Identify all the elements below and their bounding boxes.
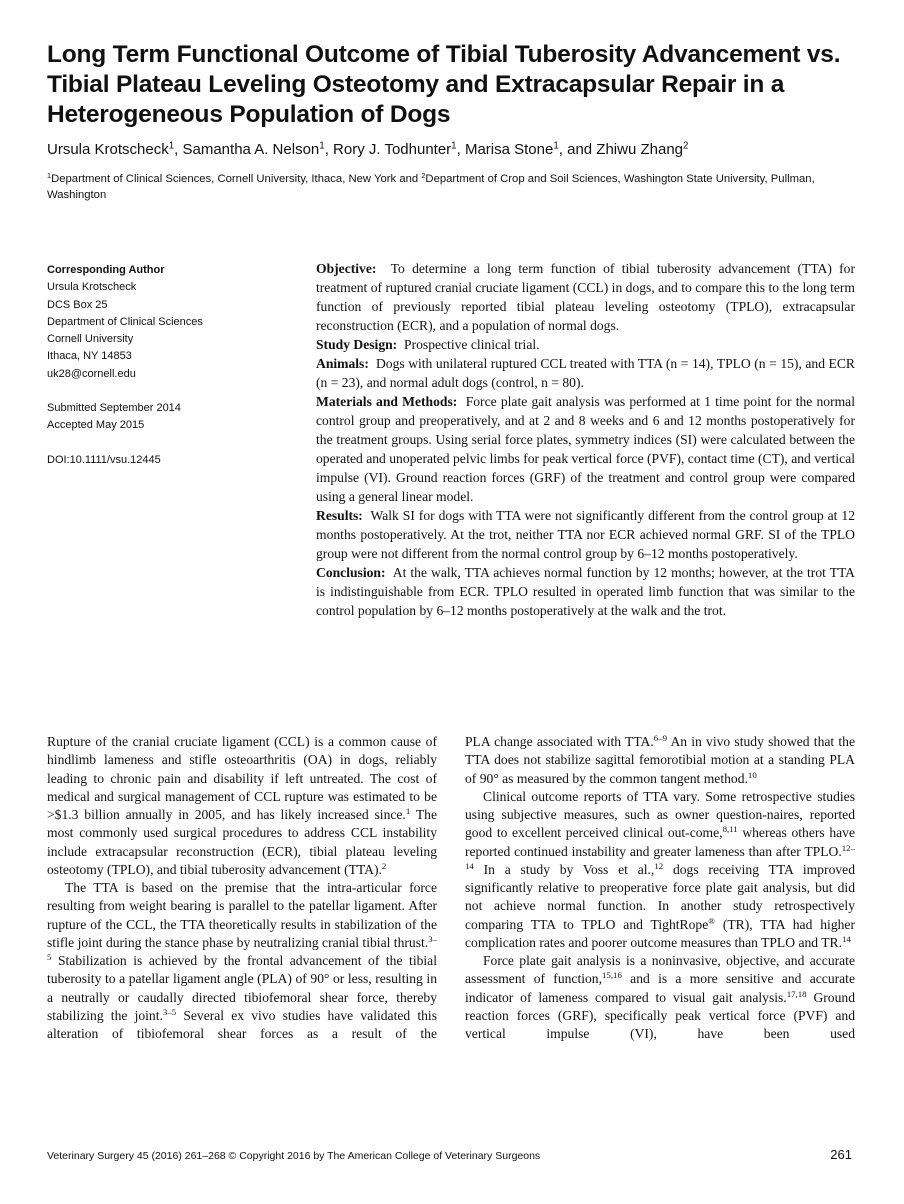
citation-reference: 1 (405, 806, 411, 817)
separator: , (324, 141, 334, 158)
affiliation-marker: 1 (47, 170, 52, 180)
abstract-label: Objective: (316, 261, 377, 276)
abstract-section-results (316, 506, 855, 563)
paragraph-text: The TTA is based on the premise that the intra-articular force resulting from weight bearing is parallel to the patellar ligament. After rupture of the CCL, the TTA theoretically results in stabilization of the stifle joint during the stance phase by neutralizing cranial tibial thrust. (47, 880, 437, 950)
abstract-label: Materials and Methods: (316, 394, 458, 409)
abstract-section-conclusion (316, 563, 855, 620)
corresponding-author-heading: Corresponding Author (47, 264, 165, 276)
affiliations (47, 172, 857, 203)
address-line: Department of Clinical Sciences (47, 315, 203, 328)
affiliation-marker: 1 (319, 140, 325, 152)
body-paragraph (47, 733, 437, 879)
citation-reference: 8,11 (722, 824, 738, 835)
separator: , (174, 141, 183, 158)
affiliation-text: Department of Clinical Sciences, Cornell University, Ithaca, New York and (51, 173, 422, 185)
body-column-right (465, 733, 855, 1043)
abstract-text: At the walk, TTA achieves normal function by 12 months; however, at the trot TTA is indistinguishable from ECR. TPLO resulted in operated limb function that was similar to the control population by 6–12 months postoperatively at the walk and the trot. (316, 565, 855, 618)
author-list (47, 141, 688, 158)
abstract-text: Dogs with unilateral ruptured CCL treated with TTA (n = 14), TPLO (n = 15), and ECR (n = 23), and normal adult dogs (control, n = 80). (316, 356, 855, 390)
abstract-section-study-design (316, 335, 855, 354)
paragraph-text: An in vivo study showed that the TTA does not stabilize sagittal femorotibial motion at a standing PLA of 90° as measured by the common tangent method. (465, 734, 855, 786)
paragraph-text: Rupture of the cranial cruciate ligament (CCL) is a common cause of hindlimb lameness and stifle osteoarthritis (OA) in dogs, reliably leading to chronic pain and disability if left untreated. The cost of medical and surgical management of CCL rupture was estimated to be >$1.3 billion annually in 2005, and has likely increased since. (47, 734, 437, 822)
author-name: Zhiwu Zhang (596, 141, 684, 158)
citation-reference: 10 (747, 769, 757, 780)
body-paragraph (465, 788, 855, 952)
corresponding-author-box (47, 262, 297, 469)
affiliation-marker: 1 (168, 140, 175, 152)
body-paragraph (465, 733, 855, 788)
affiliation-text: Department of Crop and Soil Sciences, Washington State University, Pullman, Washington (47, 173, 815, 201)
affiliation-marker: 1 (553, 140, 559, 152)
abstract (316, 259, 855, 620)
accepted-date: Accepted May 2015 (47, 419, 145, 432)
abstract-section-animals (316, 354, 855, 392)
paragraph-text: dogs receiving TTA improved significantly relative to preoperative force plate gait analysis, but did not achieve normal function. In another study retrospectively comparing TTA to TPLO and TightRope (465, 861, 855, 932)
doi-link[interactable]: DOI:10.1111/vsu.12445 (47, 453, 161, 466)
abstract-text: Walk SI for dogs with TTA were not significantly different from the control group at 12 months postoperatively. At the trot, neither TTA nor ECR achieved normal GRF. SI of the TPLO group were not different from the normal control group by 6–12 months postoperatively. (316, 508, 855, 561)
citation-reference: 17,18 (786, 988, 807, 999)
paragraph-text: Ground reaction forces (GRF), specifically peak vertical force (PVF) and vertical impulse (VI), have been used (465, 989, 855, 1041)
abstract-label: Study Design: (316, 337, 398, 352)
submitted-date: Submitted September 2014 (47, 402, 181, 415)
body-column-left (47, 733, 437, 1043)
author-name: Rory J. Todhunter (333, 141, 452, 158)
paragraph-text: (TR), TTA had higher complication rates and poorer outcome measures than TPLO and TR. (465, 916, 855, 950)
paragraph-text: Clinical outcome reports of TTA vary. Some retrospective studies using subjective measures, such as owner question-naires, reported good to excellent perceived clinical out-come, (465, 788, 855, 841)
body-paragraph (47, 879, 437, 1043)
article-title: Long Term Functional Outcome of Tibial Tuberosity Advancement vs. Tibial Plateau Leveling Osteotomy and Extracapsular Repair in a Heterogeneous Population of Dogs (47, 41, 841, 128)
separator: , and (558, 141, 597, 158)
paragraph-text: and is a more sensitive and accurate indicator of lameness compared to visual gait analysis. (465, 971, 855, 1005)
author-name: Ursula Krotscheck (47, 141, 169, 158)
address-line: DCS Box 25 (47, 298, 108, 311)
address-line: Cornell University (47, 333, 134, 346)
citation-reference: 2 (381, 860, 387, 871)
paragraph-text: whereas others have reported continued instability and greater lameness than after TPLO. (465, 825, 855, 859)
abstract-text: Force plate gait analysis was performed at 1 time point for the normal control group and preoperatively, and at 2 and 8 weeks and 6 and 12 months postoperatively for the treatment groups. Using serial force plates, symmetry indices (SI) were calculated between the operated and unoperated pelvic limbs for peak vertical force (PVF), contact time (CT), and vertical impulse (VI). Ground reaction forces (GRF) of the treatment and control group were compared using a general linear model. (316, 394, 856, 504)
page-number: 261 (830, 1147, 852, 1162)
separator: , (456, 141, 465, 158)
abstract-label: Results: (316, 508, 363, 523)
citation-reference: 6–9 (653, 733, 667, 744)
abstract-text: Prospective clinical trial. (404, 337, 540, 352)
journal-citation-footer: Veterinary Surgery 45 (2016) 261–268 © Copyright 2016 by The American College of Veterinary Surgeons (47, 1150, 541, 1162)
abstract-label: Conclusion: (316, 565, 386, 580)
citation-reference: 12–14 (465, 842, 855, 871)
paragraph-text: Stabilization is achieved by the frontal advancement of the tibial tuberosity to a patellar ligament angle (PLA) of 90° or less, resulting in a neutrally or caudally directed tibiofemoral shear force, thereby stabilizing the joint. (47, 953, 437, 1023)
citation-reference: 15,16 (602, 970, 622, 981)
author-name: Samantha A. Nelson (182, 141, 320, 158)
address-line: Ithaca, NY 14853 (47, 350, 132, 363)
paragraph-text: Several ex vivo studies have validated this alteration of tibiofemoral shear forces as a result of the (47, 1007, 437, 1041)
citation-reference: 14 (842, 933, 851, 944)
paragraph-text: In a study by Voss et al., (473, 861, 655, 877)
author-name: Marisa Stone (464, 141, 554, 158)
abstract-label: Animals: (316, 356, 369, 371)
citation-reference: 3–5 (162, 1006, 177, 1017)
abstract-text: To determine a long term function of tibial tuberosity advancement (TTA) for treatment of ruptured cranial cruciate ligament (CCL) in dogs, and to compare this to the long term function of previously reported tibial plateau leveling osteotomy (TPLO), extracapsular reconstruction (ECR), and a population of normal dogs. (316, 261, 855, 333)
affiliation-marker: 2 (421, 170, 426, 180)
citation-reference: ® (708, 915, 715, 926)
abstract-section-materials-and-methods (316, 392, 855, 506)
body-paragraph (465, 952, 855, 1043)
abstract-section-objective (316, 259, 855, 335)
paragraph-text: PLA change associated with TTA. (465, 734, 654, 749)
affiliation-marker: 2 (683, 140, 689, 152)
paragraph-text: The most commonly used surgical procedures to address CCL instability include extracapsular reconstruction (ECR), tibial plateau leveling osteotomy (TPLO), and tibial tuberosity advancement (TTA). (47, 807, 437, 877)
affiliation-marker: 1 (451, 140, 457, 152)
citation-reference: 12 (654, 860, 664, 871)
citation-reference: 3–5 (47, 933, 437, 963)
author-name: Ursula Krotscheck (47, 281, 137, 294)
email-link[interactable]: uk28@cornell.edu (47, 367, 136, 380)
paragraph-text: Force plate gait analysis is a noninvasive, objective, and accurate assessment of function, (465, 953, 855, 987)
